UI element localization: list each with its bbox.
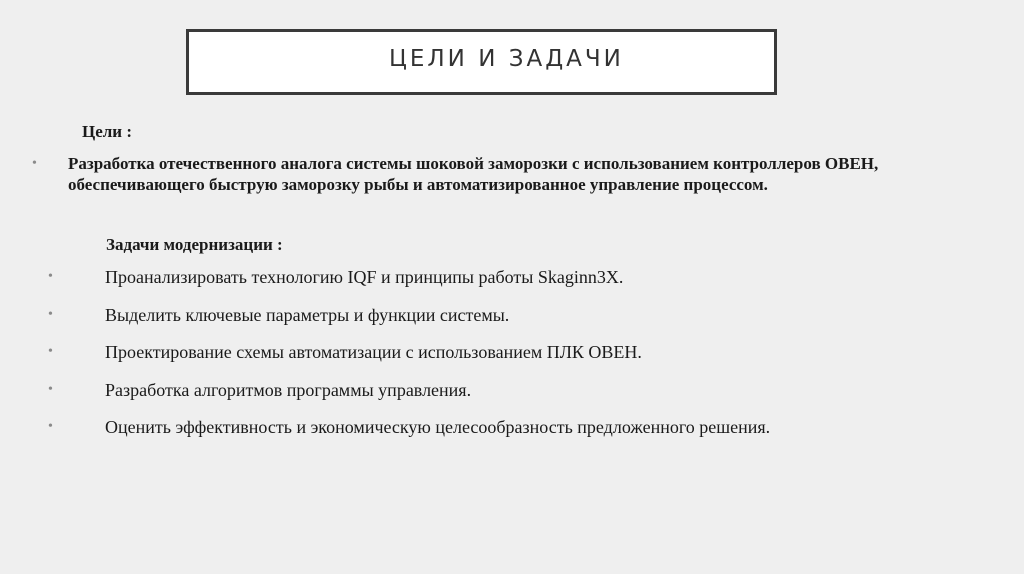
bullet-icon: • <box>48 419 53 434</box>
task-text: Разработка алгоритмов программы управления. <box>105 379 472 400</box>
task-text: Проанализировать технологию IQF и принципы работы Skaginn3X. <box>105 267 624 287</box>
bullet-icon: • <box>48 269 53 284</box>
bullet-icon: • <box>48 306 53 322</box>
task-text: Проектирование схемы автоматизации с использованием ПЛК ОВЕН. <box>105 342 642 362</box>
bullet-icon: • <box>48 381 53 397</box>
title-box <box>186 29 777 95</box>
bullet-icon: • <box>32 156 37 171</box>
goal-text: Разработка отечественного аналога системы шоковой заморозки с использованием контроллеров ОВЕН, обеспечивающего быструю заморозку рыбы и автоматизированное управление процессом. <box>68 154 879 194</box>
task-text: Оценить эффективность и экономическую целесообразность предложенного решения. <box>105 417 771 437</box>
task-item <box>32 380 1012 418</box>
goals-heading: Цели : <box>82 122 133 141</box>
task-text: Выделить ключевые параметры и функции системы. <box>105 304 510 325</box>
task-item <box>32 267 1012 305</box>
slide-title: ЦЕЛИ И ЗАДАЧИ <box>389 46 624 72</box>
task-item <box>32 305 1012 343</box>
task-item <box>32 417 1012 455</box>
task-list <box>32 267 1012 455</box>
bullet-icon: • <box>48 344 53 359</box>
task-item <box>32 342 1012 380</box>
tasks-heading: Задачи модернизации : <box>106 235 283 254</box>
